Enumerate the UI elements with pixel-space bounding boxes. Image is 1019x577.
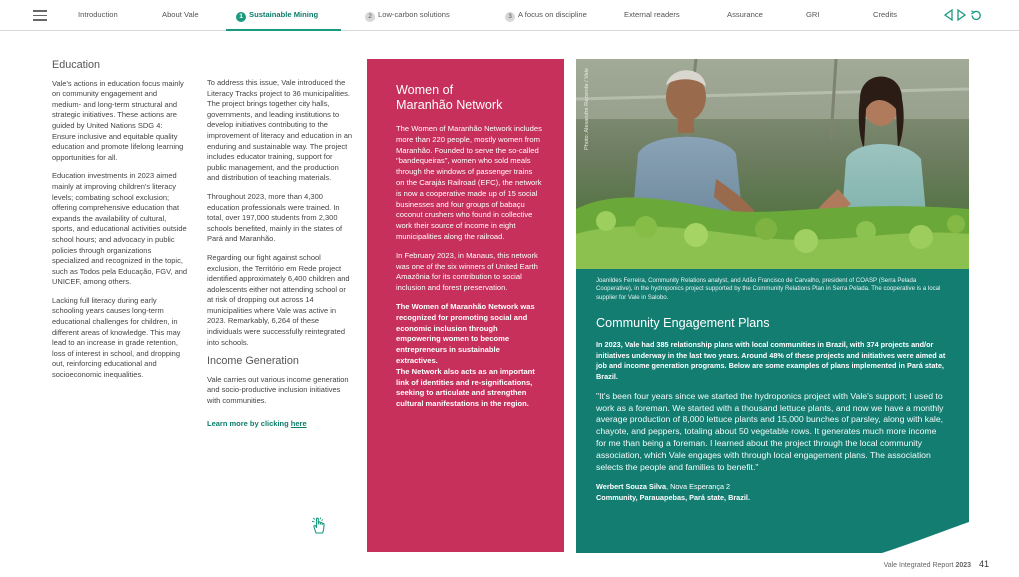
page-number: 41 <box>978 559 989 569</box>
nav-focus-on-discipline[interactable] <box>505 10 587 22</box>
education-heading: Education <box>52 59 101 71</box>
nav-label: Low-carbon solutions <box>378 10 450 19</box>
nav-number-badge: 1 <box>236 12 246 22</box>
report-year: 2023 <box>955 562 972 569</box>
page-footer <box>884 559 989 569</box>
report-name: Vale Integrated Report <box>883 562 954 569</box>
nav-number-badge: 2 <box>365 12 375 22</box>
nav-label: Introduction <box>78 10 118 19</box>
pink-title-line: Maranhão Network <box>396 97 503 112</box>
testimonial-location: Community, Parauapebas, Pará state, Brazil. <box>596 492 750 502</box>
hydroponics-photo <box>576 59 969 269</box>
education-paragraph: Vale's actions in education focus mainly on community engagement and medium- and long-term structural and strategic initiatives. These actions are guided by United Nations SDG 4: Ensure inclusive and equitable quality education and promote lifelong learning opportunities for all. <box>52 78 184 162</box>
learn-more-link[interactable] <box>207 419 353 430</box>
pink-panel-title <box>396 83 542 112</box>
pink-paragraph: The Women of Maranhão Network includes more than 220 people, mostly women from Maranhão. Founded to serve the so-called "bandequeiras", women who sold meals through the windows of passenger trains on the Carajás Railroad (EFC), the network is now a cooperative made up of 15 social businesses and four groups of babaçu coconut crushers who found in collective work their source of income in eight municipalities along the railroad. <box>396 124 542 241</box>
pink-paragraph: In February 2023, in Manaus, this network was one of the six winners of United Earth Amazônia for its contribution to social inclusion and forest preservation. <box>396 250 538 293</box>
previous-page-icon[interactable] <box>943 9 955 21</box>
nav-label: A focus on discipline <box>518 10 587 19</box>
testimonial-quote: "It's been four years since we started the hydroponics project with Vale's support; I used to work as a foreman. We started with a thousand lettuce plants, and now we have a monthly average production of 8,000 lettuce plants and 15,000 bunches of parsley, along with kale, chayote, and peppers, totaling about 50 vegetable rows. It generates much more income for me than being a foreman. I learned about the project through the local community association, which Vale engages with through local engagement plans. The association selects the people and families to benefit." <box>596 390 944 473</box>
nav-number-badge: 3 <box>505 12 515 22</box>
nav-sustainable-mining[interactable] <box>236 10 318 22</box>
pink-title-line: Women of <box>396 83 454 97</box>
pink-highlight <box>396 302 542 410</box>
nav-label: About Vale <box>162 10 199 19</box>
income-generation-paragraph: Vale carries out various income generation and socio-productive inclusion initiatives with communities. <box>207 374 349 406</box>
testimonial-name: Werbert Souza Silva <box>596 481 667 491</box>
nav-external-readers[interactable] <box>624 10 680 19</box>
nav-label: GRI <box>806 10 820 19</box>
literacy-paragraph: To address this issue, Vale introduced the Literacy Tracks project to 36 municipalities. The project brings together city halls, governments, and leading institutions to develop initiatives contributing to the improvement of literacy and education in an enduring and sustainable way. The project includes educator training, support for public management, and the production and distribution of teaching materials. <box>207 78 353 183</box>
nav-label: Sustainable Mining <box>249 10 319 19</box>
pink-highlight-line: The Network also acts as an important link of identities and re-significations, seeking to articulate and strengthen cultural manifestations in the region. <box>396 366 535 409</box>
pink-highlight-line: The Women of Maranhão Network was recognized for promoting social and economic inclusion through empowering women to become entrepreneurs in sustainable extractives. <box>396 301 535 365</box>
literacy-paragraph: Throughout 2023, more than 4,300 education professionals were trained. In total, over 197,000 students from 2,300 schools benefited, mainly in the states of Pará and Maranhão. <box>207 191 343 244</box>
photo-credit: Photo: Alexandre Rezende / Vale <box>584 68 590 150</box>
women-of-maranhao-panel <box>367 59 564 552</box>
testimonial-attribution <box>596 482 949 503</box>
testimonial-community: , Nova Esperança 2 <box>666 481 731 491</box>
nav-gri[interactable] <box>806 10 820 19</box>
nav-label: Credits <box>873 10 898 19</box>
nav-introduction[interactable] <box>78 10 118 19</box>
literacy-paragraph: Regarding our fight against school exclusion, the Território em Rede project identified approximately 6,400 children and adolescents either not attending school or at risk of dropping out across 14 municipalities where Vale was active in 2023. Remarkably, 6,264 of these individuals were successfully reintegrated into schools. <box>207 252 350 347</box>
literacy-column <box>207 78 353 429</box>
active-tab-indicator <box>226 29 341 31</box>
income-generation-heading: Income Generation <box>207 355 299 368</box>
hand-pointer-icon[interactable] <box>310 515 328 535</box>
learn-more-text: Learn more by clicking <box>207 418 291 428</box>
nav-about-vale[interactable] <box>162 10 199 19</box>
nav-label: External readers <box>624 10 680 19</box>
here-link[interactable]: here <box>290 418 307 428</box>
nav-low-carbon-solutions[interactable] <box>365 10 450 22</box>
education-paragraph: Education investments in 2023 aimed mainly at improving children's literacy levels; combating school exclusion; offering comprehensive education that expands the availability of cultural, sports, and educational activities outside school hours; and advocacy in public policies through organizations specialized and recognized in the topic, such as Todos pela Educação, FGV, and UNICEF, among others. <box>52 171 188 287</box>
education-paragraph: Lacking full literacy during early schooling years causes long-term educational challenges for children, in different areas of knowledge. This may lead to an increase in grade retention, loss of interest in school, and dropping out, reinforcing educational and socioeconomic inequalities. <box>52 295 181 380</box>
return-icon[interactable] <box>970 9 982 21</box>
next-page-icon[interactable] <box>955 9 967 21</box>
nav-assurance[interactable] <box>727 10 763 19</box>
education-column <box>52 60 188 389</box>
community-engagement-title: Community Engagement Plans <box>596 316 770 331</box>
top-navigation <box>0 0 1019 31</box>
photo-caption: Joanildes Ferreira, Community Relations analyst, and Adão Francisco de Carvalho, president of COASP (Serra Pelada Cooperative), in the hydroponics project supported by the Community Relations Plan in Serra Pelada. The cooperative is a local supplier for Vale in Salobo. <box>596 277 941 301</box>
nav-label: Assurance <box>727 10 763 19</box>
hamburger-menu-icon[interactable] <box>33 10 47 21</box>
nav-credits[interactable] <box>873 10 897 19</box>
community-engagement-panel <box>576 269 969 553</box>
community-engagement-intro: In 2023, Vale had 385 relationship plans with local communities in Brazil, with 374 projects and/or initiatives underway in the last two years. Around 48% of these projects and initiatives were aimed at job and income generation programs. Below are some examples of plans implemented in Pará state, Brazil. <box>596 340 946 381</box>
